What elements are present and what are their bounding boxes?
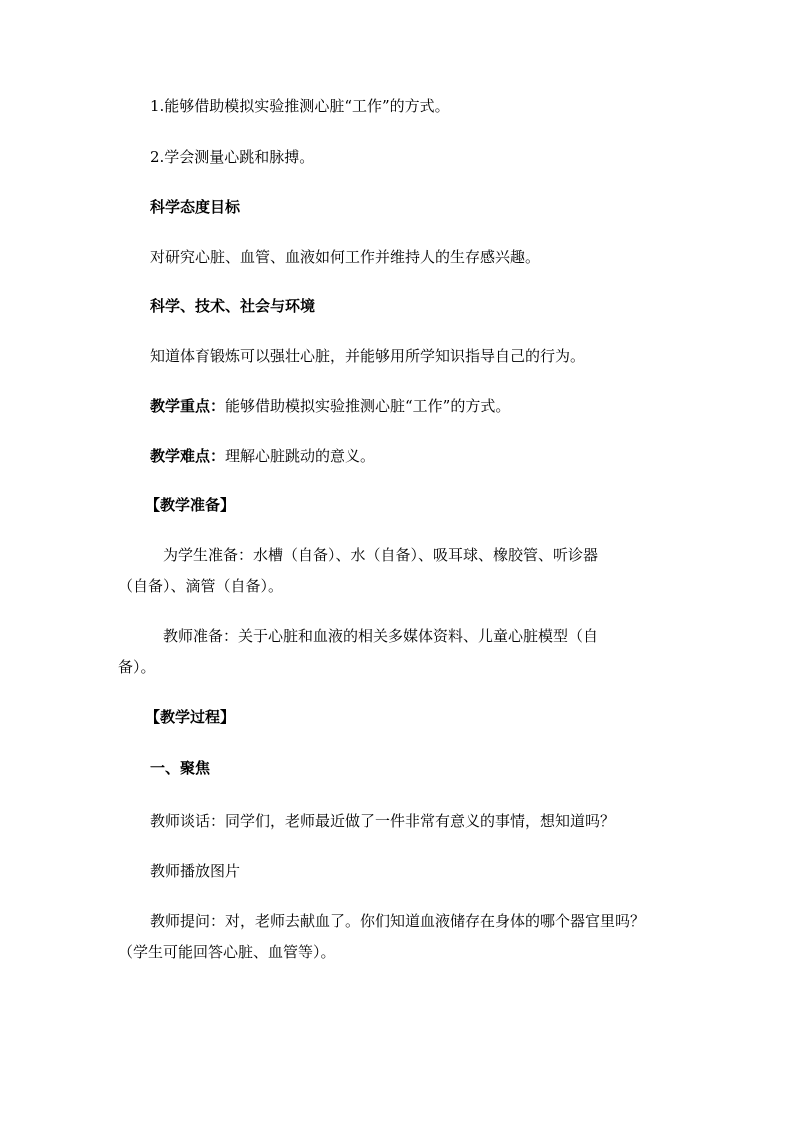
- teacher-prep-line-1: 教师准备：关于心脏和血液的相关多媒体资料、儿童心脏模型（自: [163, 627, 599, 645]
- teacher-show-picture: 教师播放图片: [150, 862, 241, 880]
- sts-heading: 科学、技术、社会与环境: [150, 297, 316, 315]
- teacher-talk: 教师谈话：同学们，老师最近做了一件非常有意义的事情，想知道吗？: [150, 812, 616, 830]
- key-point: [150, 396, 510, 416]
- difficulty-point: [150, 446, 375, 466]
- focus-heading: 一、聚焦: [150, 759, 211, 777]
- objective-1: 1.能够借助模拟实验推测心脏“工作”的方式。: [150, 97, 450, 115]
- teacher-question-line-2: （学生可能回答心脏、血管等）。: [118, 943, 336, 961]
- objective-2: 2.学会测量心跳和脉搏。: [150, 148, 315, 166]
- student-prep-line-1: 为学生准备：水槽（自备）、水（自备）、吸耳球、橡胶管、听诊器: [163, 546, 599, 564]
- difficulty-text: 理解心脏跳动的意义。: [225, 447, 376, 465]
- attitude-text: 对研究心脏、血管、血液如何工作并维持人的生存感兴趣。: [150, 248, 541, 266]
- teacher-prep-line-2: 备）。: [118, 658, 156, 676]
- key-point-text: 能够借助模拟实验推测心脏“工作”的方式。: [225, 397, 511, 415]
- key-point-label: 教学重点：: [150, 397, 226, 415]
- difficulty-label: 教学难点：: [150, 447, 226, 465]
- prep-heading: 【教学准备】: [145, 496, 236, 514]
- attitude-heading: 科学态度目标: [150, 198, 241, 216]
- process-heading: 【教学过程】: [145, 708, 236, 726]
- student-prep-line-2: （自备）、滴管（自备）。: [118, 577, 284, 595]
- sts-text: 知道体育锻炼可以强壮心脏，并能够用所学知识指导自己的行为。: [150, 347, 586, 365]
- teacher-question-line-1: 教师提问：对，老师去献血了。你们知道血液储存在身体的哪个器官里吗？: [150, 912, 646, 930]
